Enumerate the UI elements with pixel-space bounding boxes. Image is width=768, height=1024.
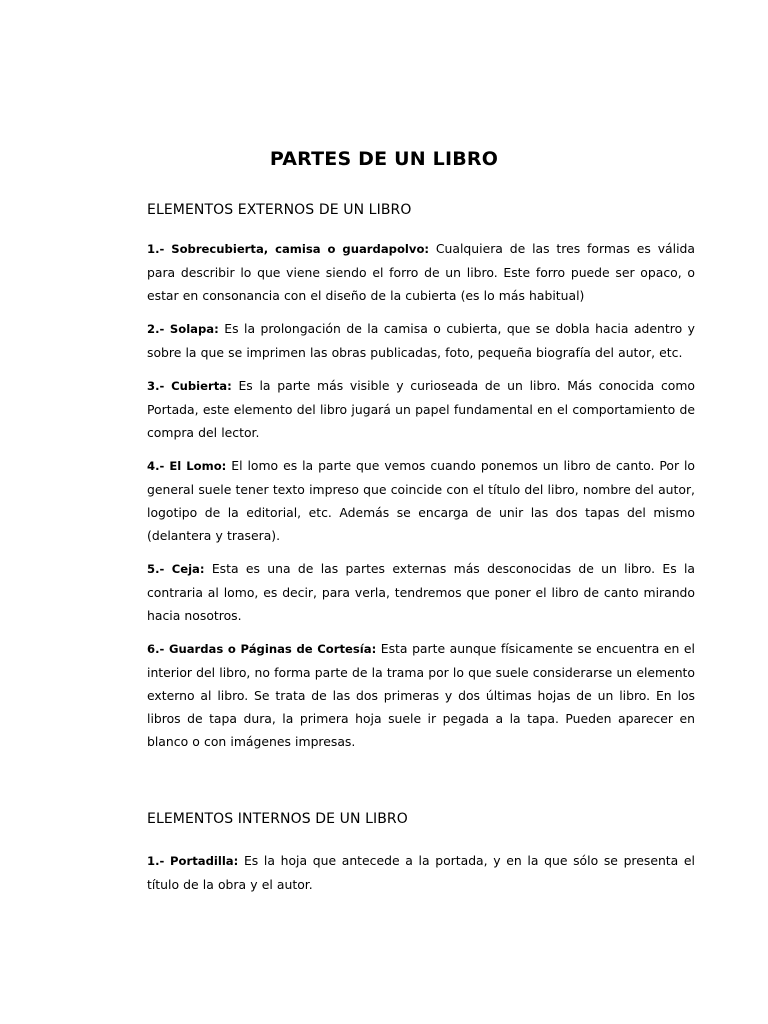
term-label: 5.- Ceja: — [147, 562, 205, 576]
section-heading-internos: ELEMENTOS INTERNOS DE UN LIBRO — [147, 811, 408, 827]
definition-text: Es la parte más visible y curioseada de un libro. Más conocida como Portada, este elemento del libro jugará un papel fundamental en el comportamiento de compra del lector. — [147, 378, 695, 440]
term-label: 6.- Guardas o Páginas de Cortesía: — [147, 642, 377, 656]
section-body-internos — [147, 849, 695, 896]
term-label: 3.- Cubierta: — [147, 379, 232, 393]
paragraph-cubierta — [147, 374, 695, 444]
paragraph-solapa — [147, 317, 695, 364]
definition-text: Es la hoja que antecede a la portada, y en la que sólo se presenta el título de la obra y el autor. — [147, 853, 695, 892]
definition-text: Es la prolongación de la camisa o cubierta, que se dobla hacia adentro y sobre la que se imprimen las obras publicadas, foto, pequeña biografía del autor, etc. — [147, 321, 695, 360]
paragraph-ceja — [147, 557, 695, 627]
definition-text: El lomo es la parte que vemos cuando ponemos un libro de canto. Por lo general suele tener texto impreso que coincide con el título del libro, nombre del autor, logotipo de la editorial, etc. Además se encarga de unir las dos tapas del mismo (delantera y trasera). — [147, 458, 696, 543]
term-label: 2.- Solapa: — [147, 322, 219, 336]
term-label: 1.- Portadilla: — [147, 854, 239, 868]
definition-text: Esta es una de las partes externas más desconocidas de un libro. Es la contraria al lomo, es decir, para verla, tendremos que poner el libro de canto mirando hacia nosotros. — [147, 561, 696, 623]
section-body-externos — [147, 237, 695, 753]
paragraph-portadilla — [147, 849, 695, 896]
page-title: PARTES DE UN LIBRO — [269, 148, 499, 170]
term-label: 4.- El Lomo: — [147, 459, 227, 473]
definition-text: Cualquiera de las tres formas es válida para describir lo que viene siendo el forro de un libro. Este forro puede ser opaco, o estar en consonancia con el diseño de la cubierta (es lo más habitual) — [147, 241, 695, 303]
term-label: 1.- Sobrecubierta, camisa o guardapolvo: — [147, 242, 430, 256]
paragraph-lomo — [147, 454, 695, 547]
paragraph-sobrecubierta — [147, 237, 695, 307]
definition-text: Esta parte aunque físicamente se encuentra en el interior del libro, no forma parte de la trama por lo que suele considerarse un elemento externo al libro. Se trata de las dos primeras y dos últimas hojas de un libro. En los libros de tapa dura, la primera hoja suele ir pegada a la tapa. Pueden aparecer en blanco o con imágenes impresas. — [147, 641, 696, 749]
section-heading-externos: ELEMENTOS EXTERNOS DE UN LIBRO — [147, 202, 412, 218]
paragraph-guardas — [147, 637, 695, 753]
